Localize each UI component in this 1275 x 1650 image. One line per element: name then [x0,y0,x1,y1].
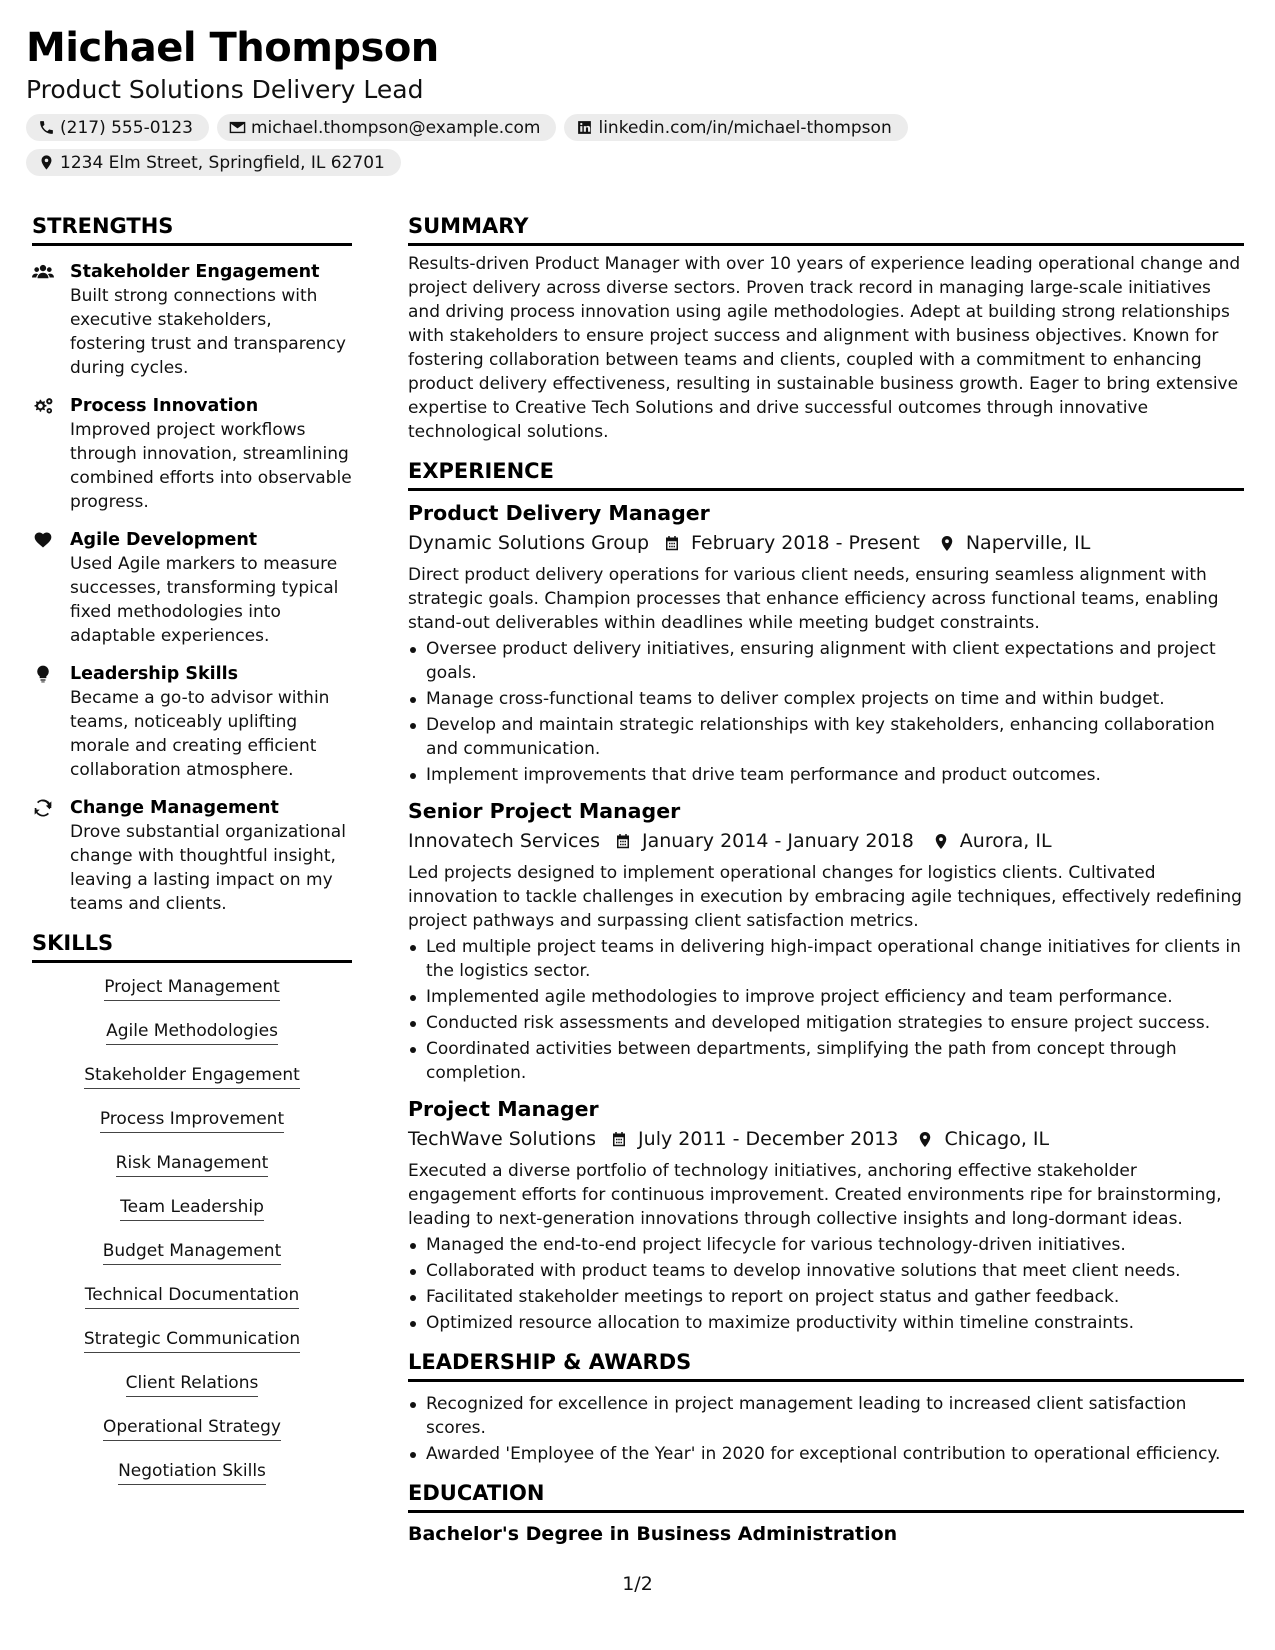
skill-tag: Negotiation Skills [118,1459,266,1485]
left-column [32,213,352,1503]
job-location: Aurora, IL [959,830,1052,852]
skills-section [32,930,352,1503]
job-dates: July 2011 - December 2013 [638,1128,899,1150]
education-heading: EDUCATION [408,1480,1244,1513]
strength-item [32,394,352,514]
contact-linkedin[interactable] [564,114,907,141]
experience-section [408,458,1244,1335]
job-dates: February 2018 - Present [691,532,920,554]
skills-heading: SKILLS [32,930,352,963]
list-item: Develop and maintain strategic relationships with key stakeholders, enhancing collaboration and communication. [408,713,1244,761]
strength-desc: Built strong connections with executive stakeholders, fostering trust and transparency during cycles. [70,286,346,378]
job-description: Executed a diverse portfolio of technology initiatives, anchoring effective stakeholder engagement efforts for continuous improvement. Created environments ripe for brainstorming, leading to next-generation innovations through collective insights and long-dormant ideas. [408,1161,1222,1229]
job-title: Product Delivery Manager [408,501,710,525]
list-item: Manage cross-functional teams to deliver complex projects on time and within budget. [408,687,1244,711]
strength-title: Leadership Skills [70,664,239,684]
summary-text: Results-driven Product Manager with over 10 years of experience leading operational change and project delivery across diverse sectors. Proven track record in managing large-scale initiatives and driving process innovation using agile methodologies. Adept at building strong relationships with stakeholders to ensure project success and alignment with business objectives. Known for fostering collaboration between teams and clients, coupled with a commitment to enhancing product delivery effectiveness, resulting in sustainable business growth. Eager to bring extensive expertise to Creative Tech Solutions and drive successful outcomes through innovative technological solutions. [408,254,1241,442]
contact-address-text: 1234 Elm Street, Springfield, IL 62701 [60,152,385,173]
resume-header [26,24,1246,176]
calendar-icon [610,1130,628,1149]
candidate-name: Michael Thompson [26,25,439,71]
map-pin-icon [932,832,950,851]
job-description: Direct product delivery operations for various client needs, ensuring seamless alignment with strategic goals. Champion processes that enhance efficiency across functional teams, enabling stand-out deliverables within deadlines while meeting budget constraints. [408,565,1219,633]
contact-email[interactable] [217,114,557,141]
education-section [408,1480,1244,1547]
list-item: Implemented agile methodologies to improve project efficiency and team performance. [408,985,1244,1009]
gears-icon [32,396,54,416]
job-meta [408,827,1244,855]
job-company: TechWave Solutions [408,1128,597,1150]
strength-desc: Drove substantial organizational change with thoughtful insight, leaving a lasting impact on my teams and clients. [70,822,346,914]
contact-linkedin-text: linkedin.com/in/michael-thompson [598,117,892,138]
strength-desc: Improved project workflows through innovation, streamlining combined efforts into observable progress. [70,420,352,512]
map-pin-icon [938,534,956,553]
contact-phone-text: (217) 555-0123 [60,117,193,138]
strength-title: Stakeholder Engagement [70,262,320,282]
list-item: Awarded 'Employee of the Year' in 2020 for exceptional contribution to operational efficiency. [408,1442,1244,1466]
job-company: Innovatech Services [408,830,600,852]
job-entry [408,1095,1244,1335]
strength-title: Agile Development [70,530,258,550]
users-icon [32,262,54,282]
list-item: Optimized resource allocation to maximize productivity within timeline constraints. [408,1311,1244,1335]
job-bullets [408,1233,1244,1335]
skill-tag: Risk Management [116,1151,269,1177]
strength-title: Process Innovation [70,396,259,416]
skill-tag: Strategic Communication [84,1327,300,1353]
list-item: Facilitated stakeholder meetings to report on project status and gather feedback. [408,1285,1244,1309]
contact-address [26,149,401,176]
skill-tag: Budget Management [103,1239,282,1265]
lightbulb-icon [32,664,54,684]
skills-list [32,975,352,1503]
map-pin-icon [916,1130,934,1149]
summary-section [408,213,1244,444]
contact-list [26,114,926,176]
skill-tag: Client Relations [126,1371,259,1397]
strength-item [32,796,352,916]
list-item: Coordinated activities between departments, simplifying the path from concept through completion. [408,1037,1244,1085]
experience-heading: EXPERIENCE [408,458,1244,491]
strength-item [32,662,352,782]
job-company: Dynamic Solutions Group [408,532,650,554]
list-item: Oversee product delivery initiatives, ensuring alignment with client expectations and project goals. [408,637,1244,685]
calendar-icon [663,534,681,553]
summary-heading: SUMMARY [408,213,1244,246]
heart-icon [32,530,54,550]
job-entry [408,499,1244,787]
skill-tag: Team Leadership [120,1195,264,1221]
map-pin-icon [38,154,55,171]
education-degree: Bachelor's Degree in Business Administration [408,1523,898,1545]
calendar-icon [614,832,632,851]
page-number: 1/2 [622,1573,653,1595]
strength-item [32,260,352,380]
strength-item [32,528,352,648]
sync-icon [32,798,54,818]
list-item: Conducted risk assessments and developed mitigation strategies to ensure project success. [408,1011,1244,1035]
strengths-list [32,260,352,916]
awards-list [408,1392,1244,1466]
right-column [408,213,1244,1561]
skill-tag: Agile Methodologies [106,1019,278,1045]
skill-tag: Project Management [104,975,280,1001]
linkedin-icon [576,119,593,136]
job-location: Naperville, IL [965,532,1091,554]
strength-title: Change Management [70,798,279,818]
job-description: Led projects designed to implement operational changes for logistics clients. Cultivated innovation to tackle challenges in execution by embracing agile techniques, effectively redefining project pathways and surpassing client satisfaction metrics. [408,863,1242,931]
phone-icon [38,119,55,136]
job-entry [408,797,1244,1085]
awards-heading: LEADERSHIP & AWARDS [408,1349,1244,1382]
job-bullets [408,637,1244,787]
skill-tag: Operational Strategy [103,1415,281,1441]
job-title: Project Manager [408,1097,599,1121]
contact-phone[interactable] [26,114,209,141]
job-bullets [408,935,1244,1085]
skill-tag: Process Improvement [100,1107,284,1133]
skill-tag: Technical Documentation [85,1283,300,1309]
list-item: Implement improvements that drive team performance and product outcomes. [408,763,1244,787]
list-item: Collaborated with product teams to develop innovative solutions that meet client needs. [408,1259,1244,1283]
candidate-title: Product Solutions Delivery Lead [26,75,424,104]
job-meta [408,1125,1244,1153]
job-title: Senior Project Manager [408,799,681,823]
job-location: Chicago, IL [944,1128,1050,1150]
envelope-icon [229,119,246,136]
strength-desc: Used Agile markers to measure successes, transforming typical fixed methodologies into adaptable experiences. [70,554,339,646]
strengths-heading: STRENGTHS [32,213,352,246]
list-item: Led multiple project teams in delivering high-impact operational change initiatives for clients in the logistics sector. [408,935,1244,983]
job-dates: January 2014 - January 2018 [642,830,914,852]
strength-desc: Became a go-to advisor within teams, noticeably uplifting morale and creating efficient collaboration atmosphere. [70,688,330,780]
list-item: Managed the end-to-end project lifecycle for various technology-driven initiatives. [408,1233,1244,1257]
job-meta [408,529,1244,557]
skill-tag: Stakeholder Engagement [84,1063,300,1089]
contact-email-text: michael.thompson@example.com [250,117,541,138]
list-item: Recognized for excellence in project management leading to increased client satisfaction scores. [408,1392,1244,1440]
awards-section [408,1349,1244,1466]
